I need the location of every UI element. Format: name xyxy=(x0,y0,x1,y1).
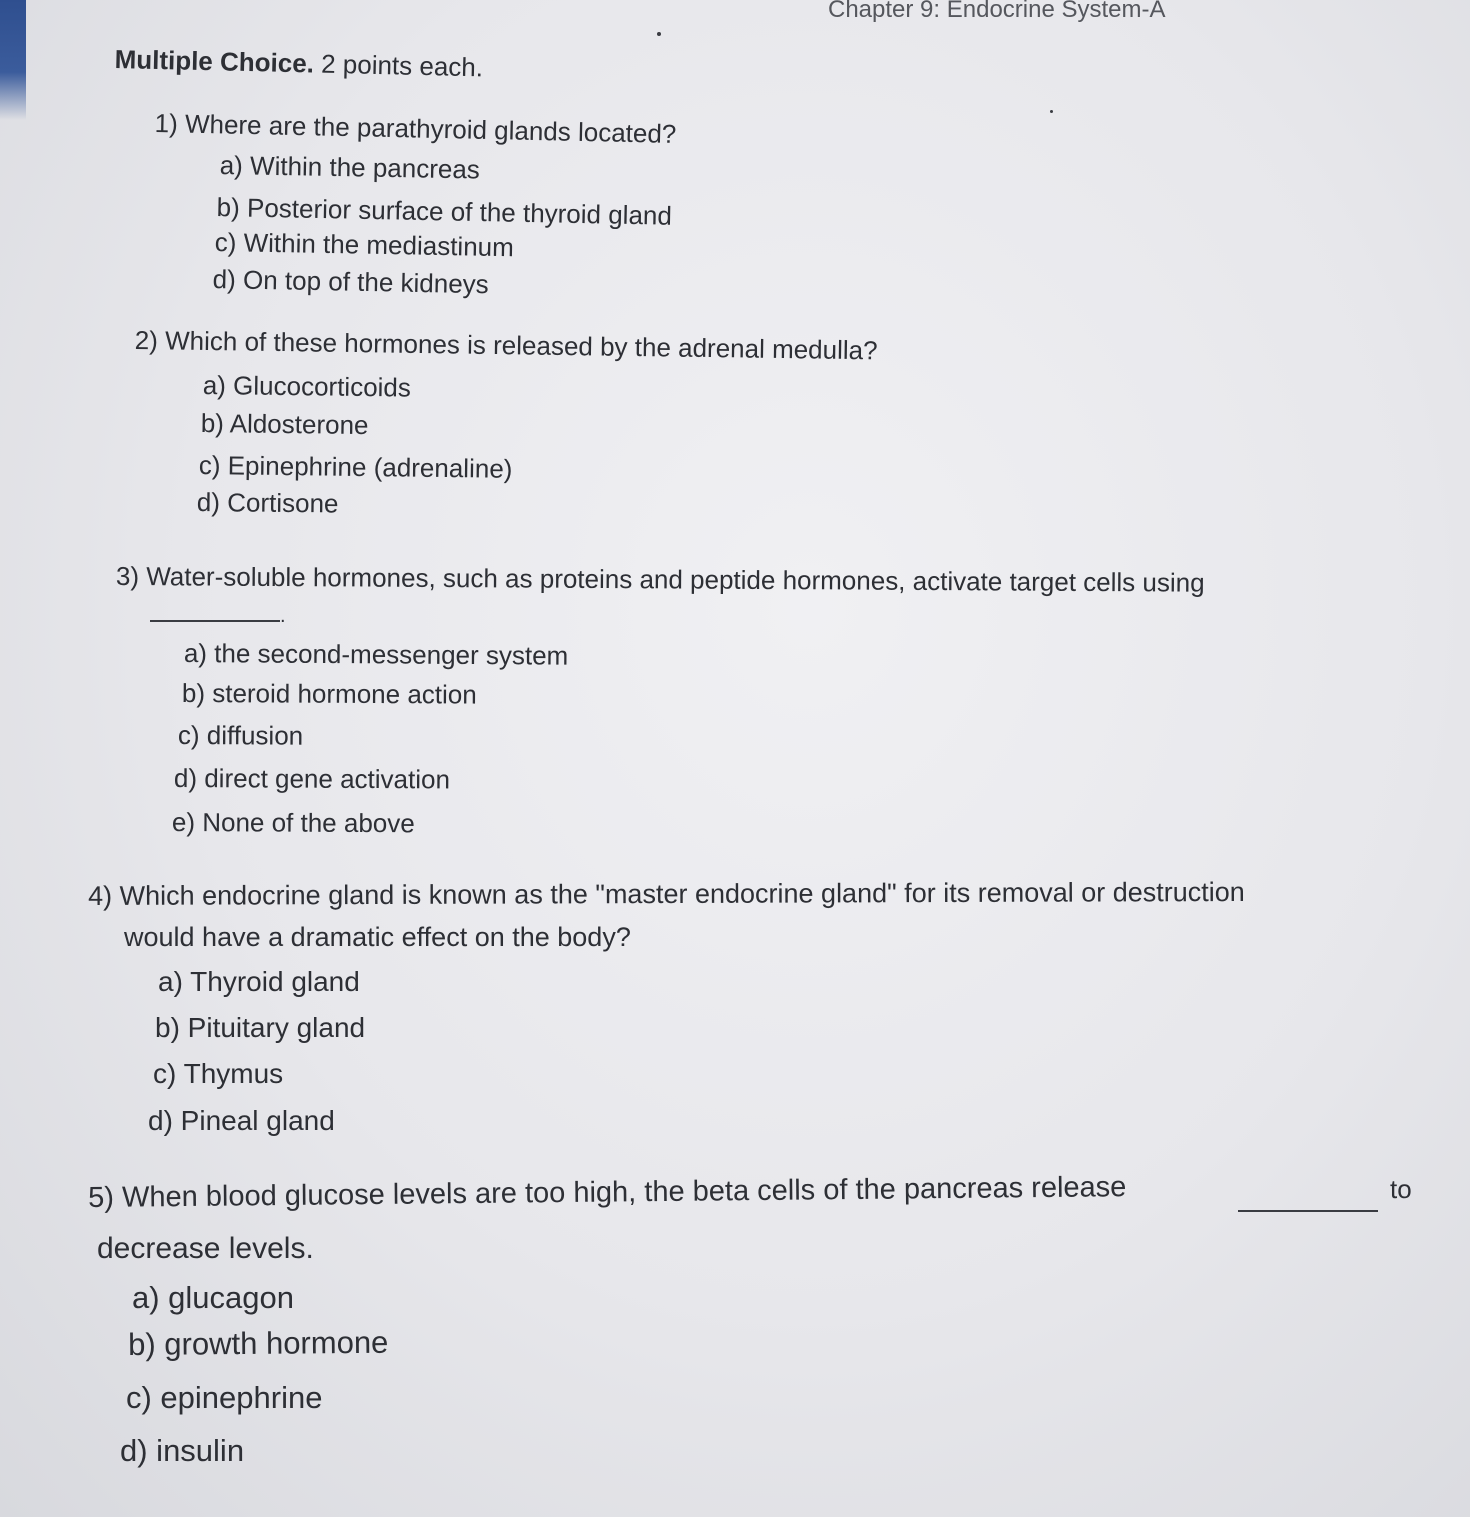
question-4-prompt-line2: would have a dramatic effect on the body? xyxy=(124,922,631,952)
ink-speck xyxy=(1050,110,1053,113)
question-3-answer-line xyxy=(150,600,286,628)
page-edge-shadow xyxy=(0,0,26,120)
question-1-prompt: 1) Where are the parathyroid glands located? xyxy=(154,108,677,149)
question-1-option-c: c) Within the mediastinum xyxy=(214,227,515,263)
question-3-option-a: a) the second-messenger system xyxy=(183,638,569,671)
question-1-option-d: d) On top of the kidneys xyxy=(212,264,489,300)
chapter-title: Chapter 9: Endocrine System-A xyxy=(828,0,1166,23)
ink-speck xyxy=(657,32,661,36)
question-1-option-a: a) Within the pancreas xyxy=(219,150,481,185)
question-3-prompt-end: . xyxy=(280,605,286,627)
question-5-answer-line xyxy=(1238,1178,1378,1217)
question-5-prompt-after-blank: to xyxy=(1390,1174,1412,1204)
question-4-option-a: a) Thyroid gland xyxy=(158,966,360,997)
question-4-option-c: c) Thymus xyxy=(153,1058,284,1089)
question-5-prompt-line2: decrease levels. xyxy=(97,1232,314,1265)
question-1-option-b: b) Posterior surface of the thyroid gland xyxy=(216,192,673,231)
section-points: 2 points each. xyxy=(320,48,484,83)
question-3-option-b: b) steroid hormone action xyxy=(181,678,477,710)
question-5-option-c: c) epinephrine xyxy=(126,1380,323,1415)
answer-blank[interactable] xyxy=(1238,1178,1378,1212)
question-2-option-b: b) Aldosterone xyxy=(200,408,369,441)
section-heading xyxy=(114,44,483,83)
question-2-option-a: a) Glucocorticoids xyxy=(202,370,412,403)
question-5-prompt: 5) When blood glucose levels are too high, the beta cells of the pancreas release xyxy=(88,1171,1127,1214)
question-4-option-d: d) Pineal gland xyxy=(148,1105,335,1136)
answer-blank[interactable] xyxy=(150,600,280,622)
section-heading-label: Multiple Choice. xyxy=(114,44,315,79)
question-5-option-a: a) glucagon xyxy=(132,1280,295,1315)
question-2-prompt: 2) Which of these hormones is released by the adrenal medulla? xyxy=(134,325,878,366)
question-5-option-b: b) growth hormone xyxy=(128,1324,389,1362)
question-3-option-c: c) diffusion xyxy=(177,720,304,751)
question-5-option-d: d) insulin xyxy=(120,1433,245,1468)
question-2-option-c: c) Epinephrine (adrenaline) xyxy=(198,450,513,484)
question-3-option-d: d) direct gene activation xyxy=(173,763,451,795)
question-3-prompt: 3) Water-soluble hormones, such as proteins and peptide hormones, activate target cells using xyxy=(115,561,1205,598)
question-4-prompt: 4) Which endocrine gland is known as the "master endocrine gland" for its removal or destruction xyxy=(88,876,1245,911)
question-3-option-e: e) None of the above xyxy=(171,807,415,839)
question-2-option-d: d) Cortisone xyxy=(196,487,339,519)
question-4-option-b: b) Pituitary gland xyxy=(155,1012,366,1043)
